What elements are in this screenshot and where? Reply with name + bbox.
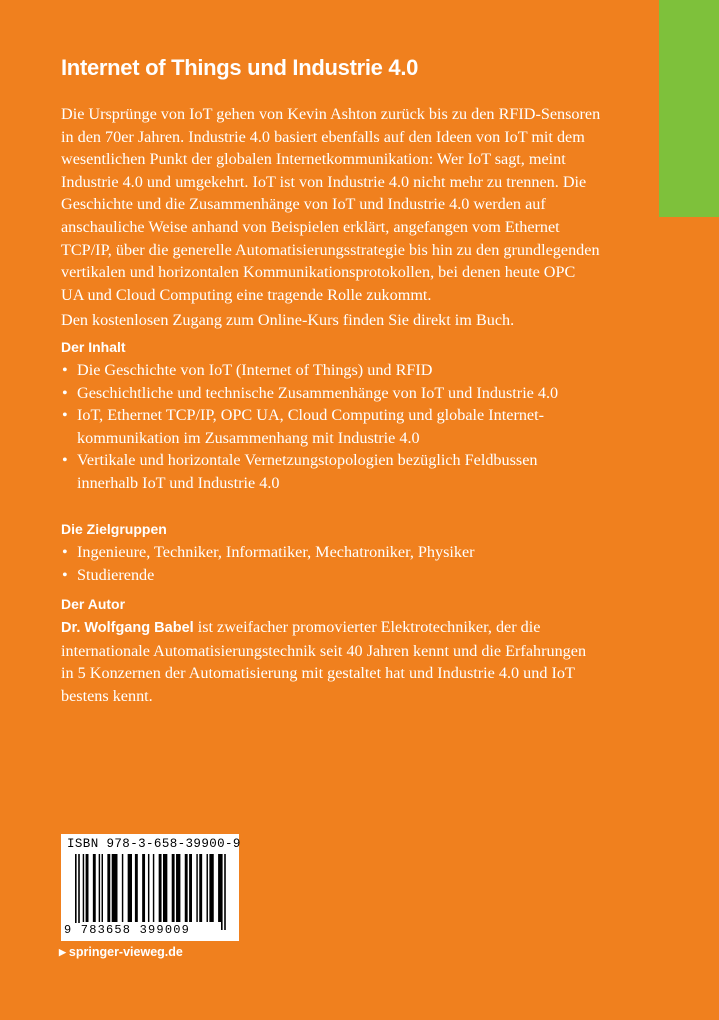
isbn-barcode: [61, 834, 239, 941]
audience-heading: Die Zielgruppen: [61, 521, 167, 537]
bullet-icon: •: [62, 451, 68, 470]
author-bio: ist zweifacher promovierter Elektrotechniker, der die internationale Automatisierungstechnik seit 40 Jahren kennt und die Erfahrungen in 5 Konzernen der Automatisierung mit gestaltet hat und Industrie 4.0 und IoT bestens kennt.: [61, 618, 587, 705]
book-title: Internet of Things und Industrie 4.0: [61, 55, 419, 80]
list-item: • Ingenieure, Techniker, Informatiker, Mechatroniker, Physiker: [61, 541, 591, 564]
barcode-bars: [61, 854, 239, 934]
list-item: • Studierende: [61, 564, 591, 587]
barcode-digits: 9 783658 399009: [64, 923, 191, 937]
contents-heading: Der Inhalt: [61, 339, 126, 355]
intro-paragraph: Die Ursprünge von IoT gehen von Kevin Ashton zurück bis zu den RFID-Sensoren in den 70er Jahren. Industrie 4.0 basiert ebenfalls auf den Ideen von IoT mit dem wesentlichen Punkt der globalen Internetkommunikation: Wer IoT sagt, meint Industrie 4.0 und umgekehrt. IoT ist von Industrie 4.0 nicht mehr zu trennen. Die Geschichte und die Zusammenhänge von IoT und Industrie 4.0 werden auf anschauliche Weise anhand von Beispielen erklärt, angefangen vom Ethernet TCP/IP, über die generelle Automatisierungsstrategie bis hin zu den grundlegenden vertikalen und horizontalen Kommunikationsprotokollen, bei denen heute OPC UA und Cloud Computing eine tragende Rolle zukommt.: [61, 105, 601, 304]
publisher-link[interactable]: [59, 945, 183, 959]
list-item: • Vertikale und horizontale Vernetzungstopologien bezüglich Feldbussen innerhalb IoT und Industrie 4.0: [62, 451, 538, 492]
access-note: Den kostenlosen Zugang zum Online-Kurs finden Sie direkt im Buch.: [61, 311, 515, 329]
accent-tab: [659, 0, 719, 217]
list-item: • Geschichtliche und technische Zusammenhänge von IoT und Industrie 4.0: [61, 382, 591, 405]
bullet-icon: •: [62, 565, 68, 584]
publisher-url: springer-vieweg.de: [68, 945, 183, 959]
author-name: Dr. Wolfgang Babel: [61, 620, 194, 636]
bullet-icon: •: [62, 383, 68, 402]
audience-list: [61, 541, 591, 586]
bullet-icon: •: [62, 361, 68, 379]
list-item: • Die Geschichte von IoT (Internet of Things) und RFID: [61, 359, 591, 382]
contents-list: [61, 359, 591, 495]
author-paragraph: [61, 616, 601, 707]
list-item: • IoT, Ethernet TCP/IP, OPC UA, Cloud Computing und globale Internet-kommunikation im Zusammenhang mit Industrie 4.0: [62, 406, 545, 447]
bullet-icon: •: [62, 406, 68, 425]
isbn-number: ISBN 978-3-658-39900-9: [67, 837, 241, 851]
author-heading: Der Autor: [61, 596, 126, 612]
bullet-icon: •: [62, 543, 68, 561]
triangle-right-icon: ▶: [59, 947, 66, 957]
